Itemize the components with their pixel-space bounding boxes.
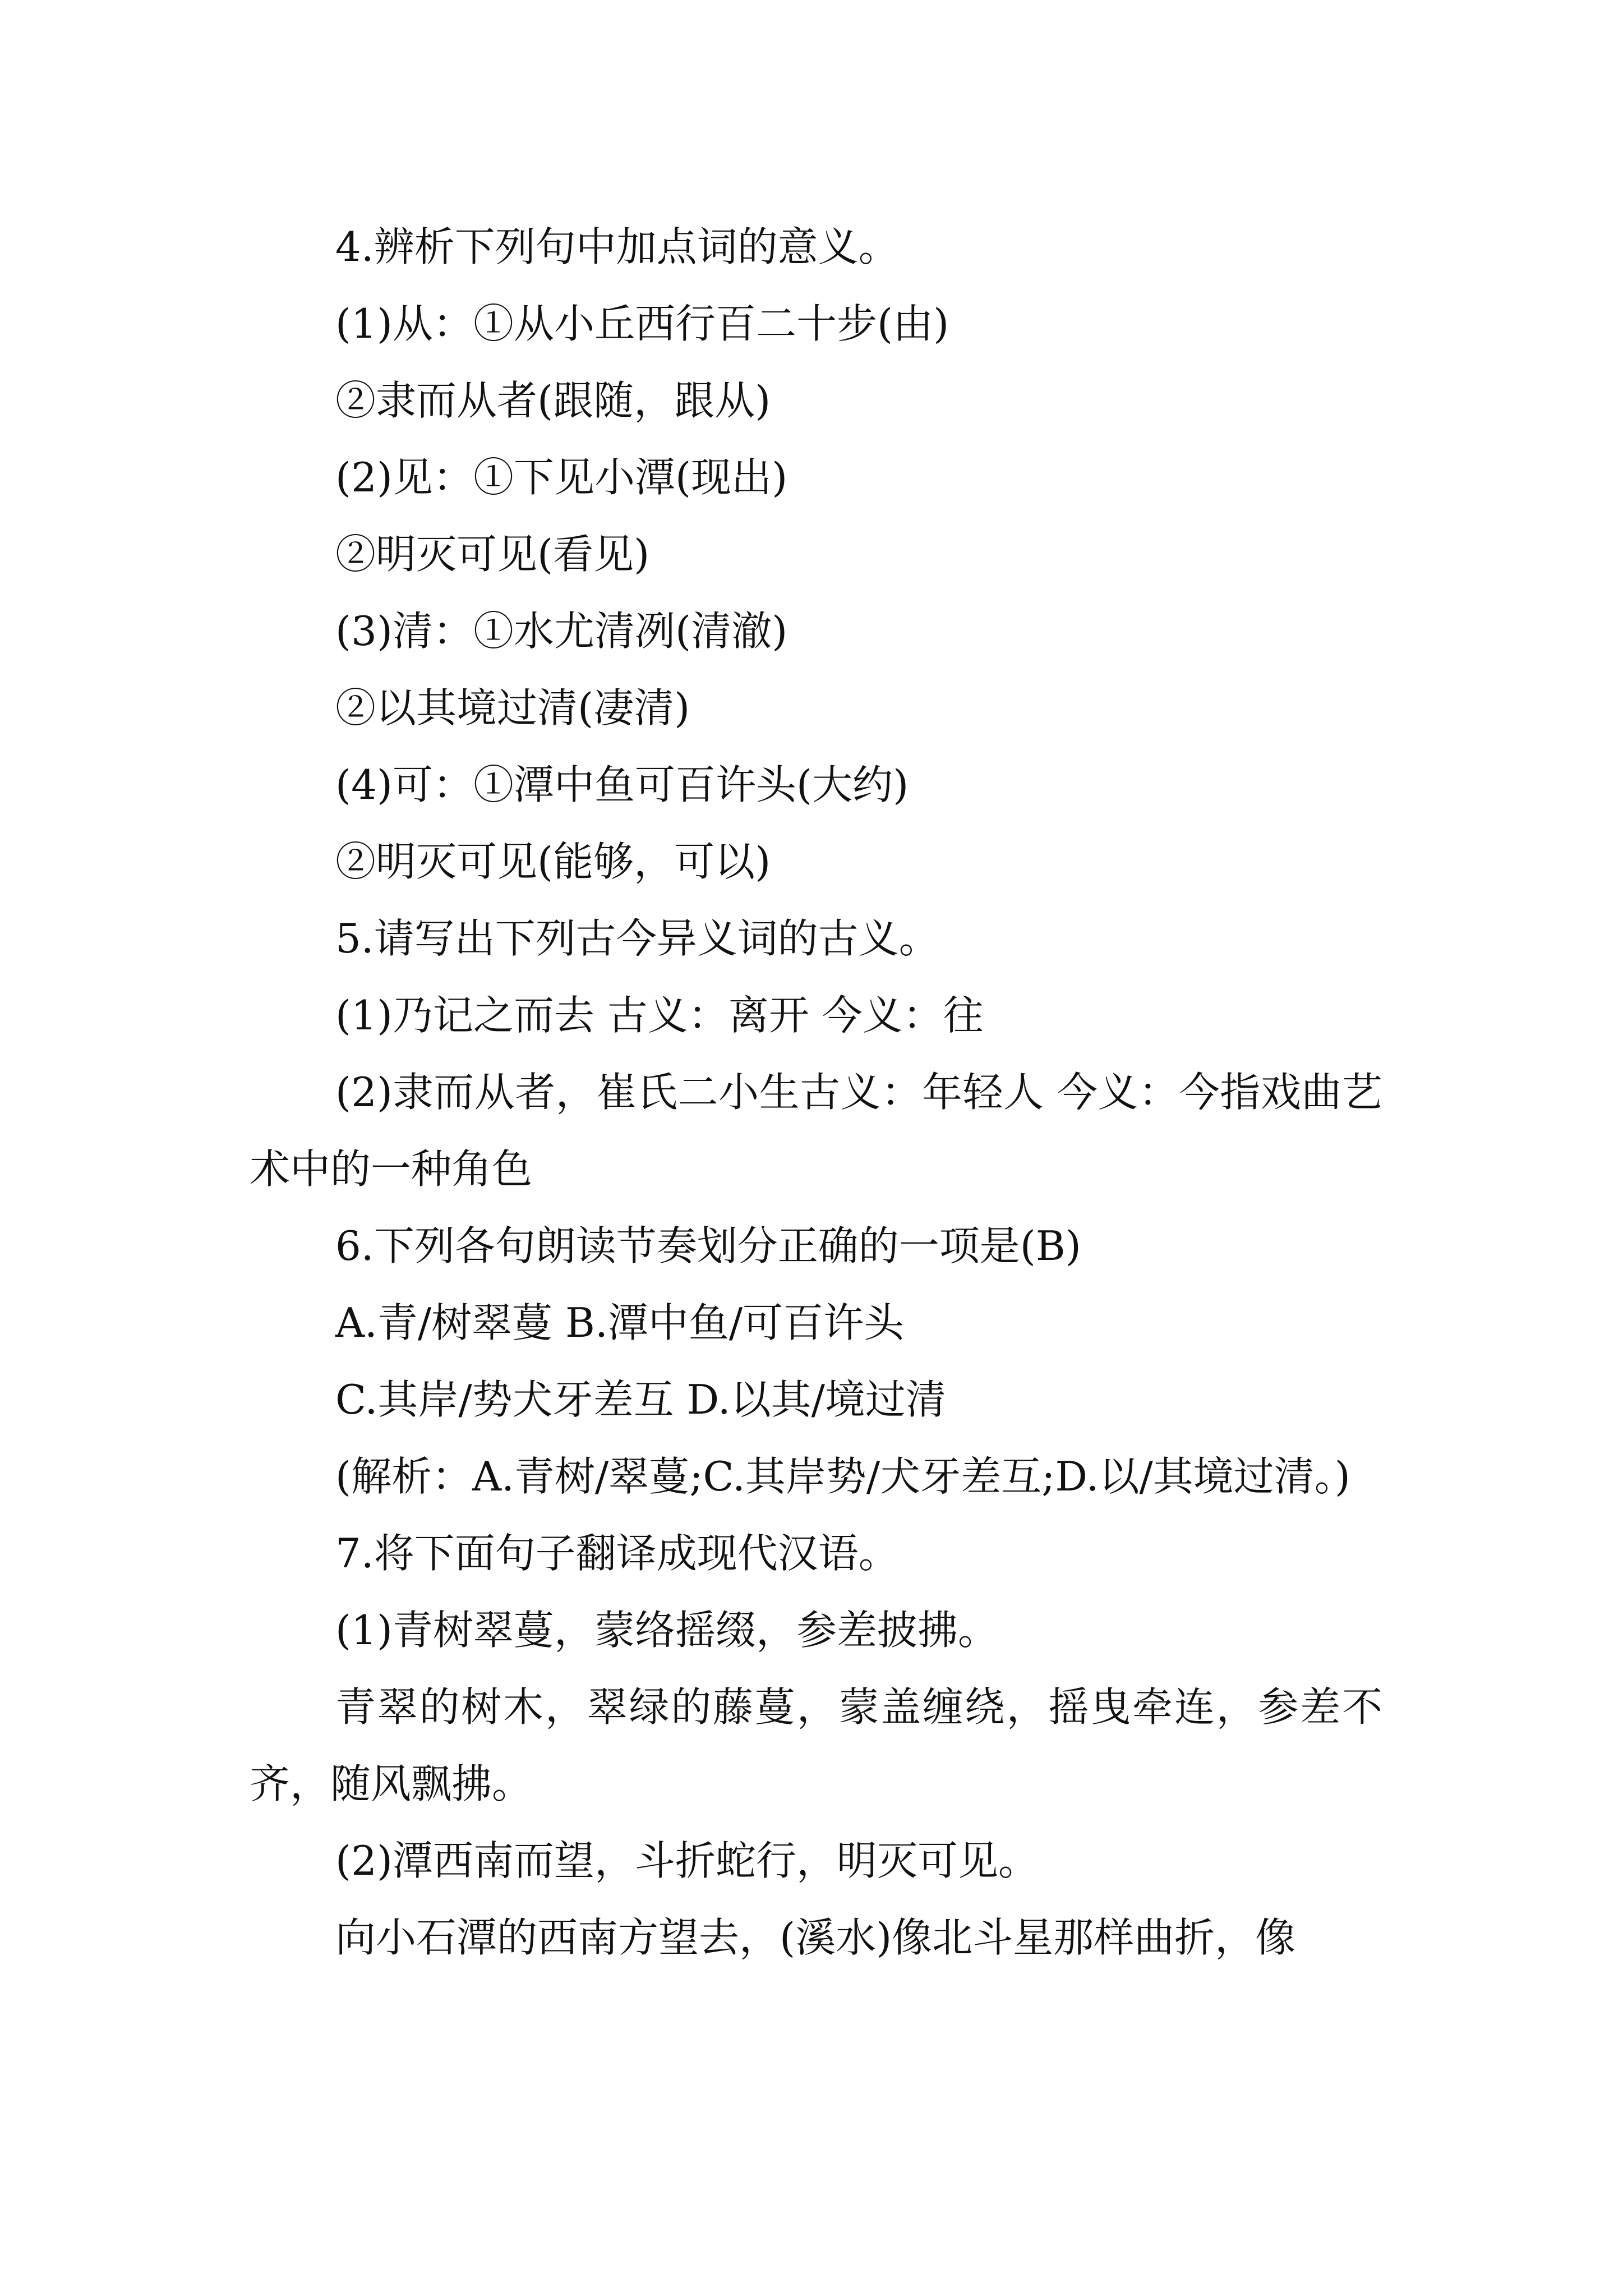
analysis-note: (解析：A.青树/翠蔓;C.其岸势/犬牙差互;D.以/其境过清。) (335, 1453, 1350, 1500)
question-4-heading: 4.辨析下列句中加点词的意义。 (335, 223, 899, 270)
option-line: A.青/树翠蔓 B.潭中鱼/可百许头 (335, 1299, 905, 1346)
answer-line: (3)清：①水尤清冽(清澈) (335, 608, 788, 655)
question-7-heading: 7.将下面句子翻译成现代汉语。 (335, 1530, 899, 1577)
translation-line: 青翠的树木，翠绿的藤蔓，蒙盖缠绕，摇曳牵连，参差不齐，随风飘拂。 (250, 1683, 1382, 1807)
answer-line: ②明灭可见(看见) (335, 531, 650, 578)
answer-line: (2)隶而从者，崔氏二小生古义：年轻人 今义：今指戏曲艺术中的一种角色 (250, 1069, 1382, 1193)
source-sentence: (1)青树翠蔓，蒙络摇缀，参差披拂。 (335, 1607, 998, 1654)
answer-line: ②明灭可见(能够，可以) (335, 838, 771, 885)
translation-line: 向小石潭的西南方望去，(溪水)像北斗星那样曲折，像 (335, 1914, 1296, 1961)
source-sentence: (2)潭西南而望，斗折蛇行，明灭可见。 (335, 1837, 1039, 1884)
answer-line: ②以其境过清(凄清) (335, 684, 690, 731)
question-5-heading: 5.请写出下列古今异义词的古义。 (335, 915, 939, 962)
question-6-heading: 6.下列各句朗读节奏划分正确的一项是(B) (335, 1222, 1081, 1269)
option-line: C.其岸/势犬牙差互 D.以其/境过清 (335, 1376, 946, 1423)
answer-line: (1)乃记之而去 古义：离开 今义：往 (335, 992, 984, 1039)
answer-line: ②隶而从者(跟随，跟从) (335, 377, 771, 424)
answer-line: (1)从：①从小丘西行百二十步(由) (335, 300, 949, 347)
document-body (250, 209, 1382, 1976)
answer-line: (2)见：①下见小潭(现出) (335, 454, 788, 501)
answer-line: (4)可：①潭中鱼可百许头(大约) (335, 761, 909, 808)
